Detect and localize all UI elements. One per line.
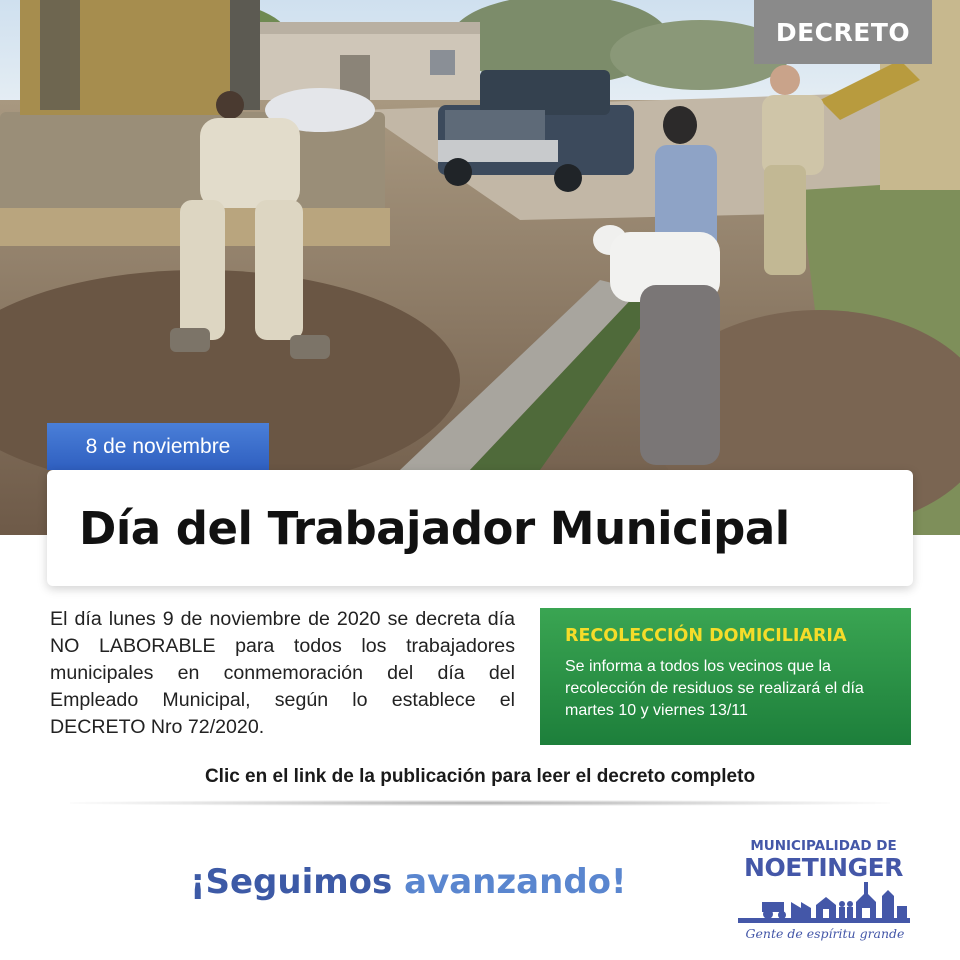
title-card [47, 470, 913, 586]
page-title: Día del Trabajador Municipal [79, 501, 790, 555]
collection-notice-box [540, 608, 911, 745]
slogan [190, 862, 627, 902]
slogan-part2: avanzando! [404, 862, 627, 902]
decreto-tag: DECRETO [754, 0, 932, 64]
collection-notice-title: RECOLECCIÓN DOMICILIARIA [565, 626, 847, 646]
read-decree-link-text: Clic en el link de la publicación para leer el decreto completo [204, 766, 756, 787]
municipality-logo [736, 838, 916, 946]
collection-notice-body: Se informa a todos los vecinos que la recolección de residuos se realizará el día martes 10 y viernes 13/11 [565, 658, 864, 719]
date-badge: 8 de noviembre [47, 423, 269, 470]
divider-shadow [70, 800, 890, 806]
logo-tagline: Gente de espíritu grande [745, 926, 905, 941]
logo-line2: NOETINGER [744, 853, 903, 882]
slogan-part1: ¡Seguimos [190, 862, 405, 902]
town-skyline-icon [736, 880, 914, 924]
decree-paragraph: El día lunes 9 de noviembre de 2020 se decreta día NO LABORABLE para todos los trabajadores municipales en conmemoración del día del Empleado Municipal, según lo establece el DECRETO Nro 72/2020. [50, 608, 515, 738]
logo-line1: MUNICIPALIDAD DE [750, 838, 897, 854]
